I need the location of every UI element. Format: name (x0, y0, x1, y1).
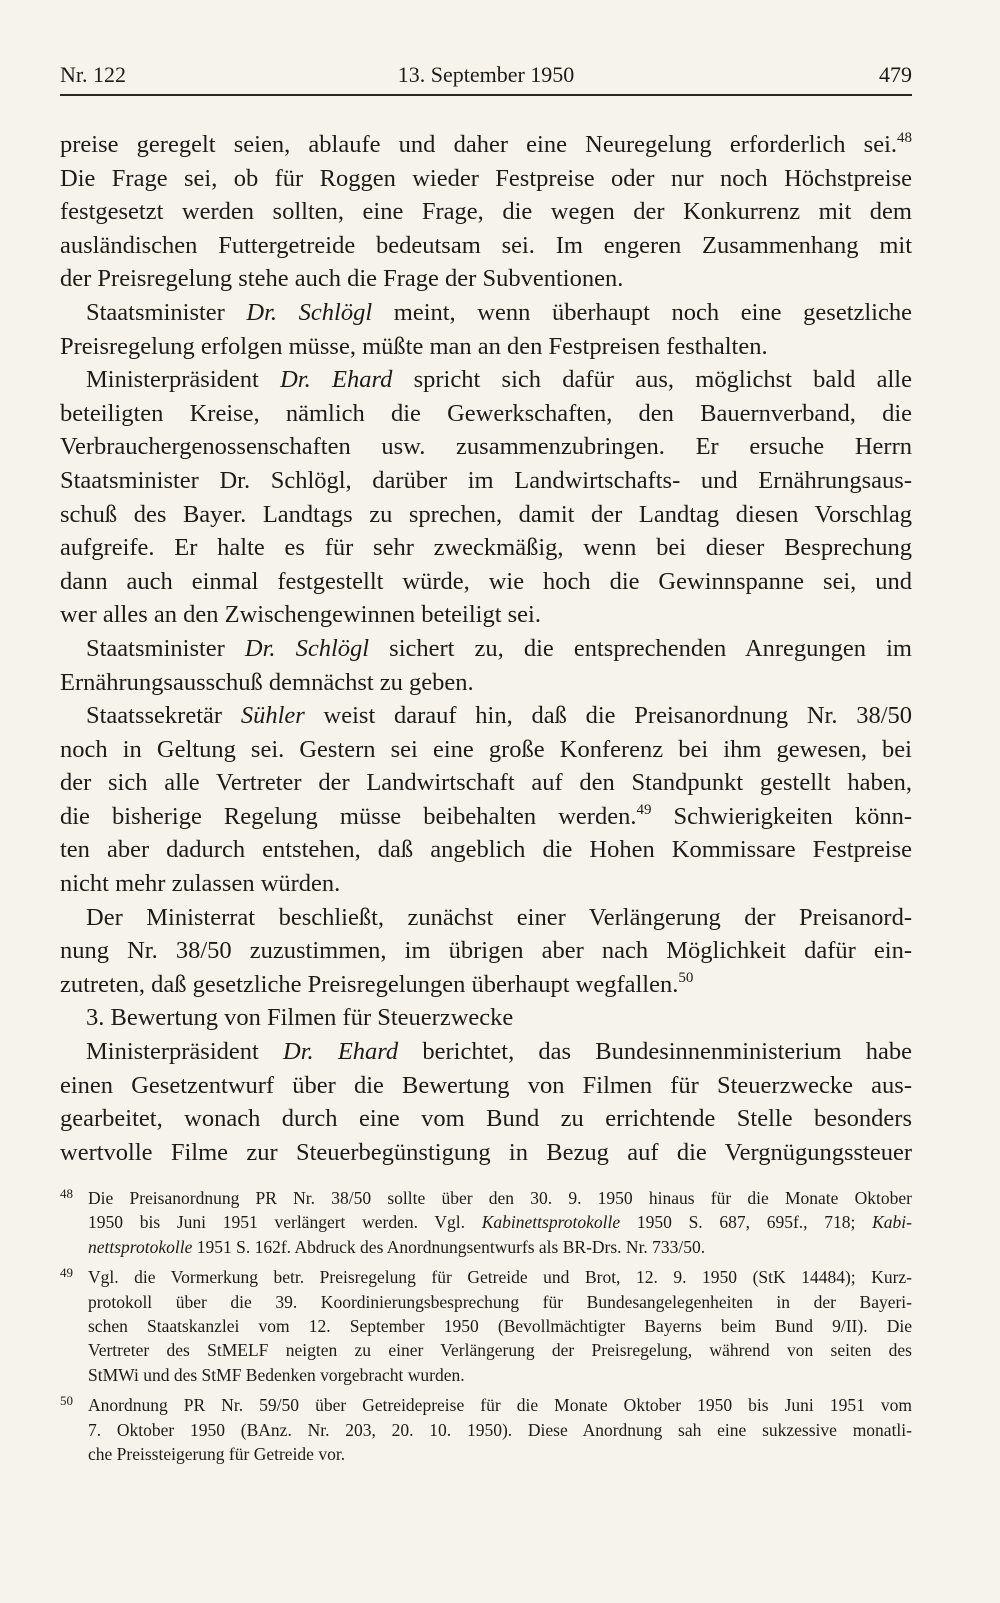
text-line: wer alles an den Zwischengewinnen beteiligt sei. (60, 601, 541, 629)
text-line: die bisherige Regelung müsse beibehalten werden.$^{49}$ Schwierigkeiten könn- (60, 801, 912, 830)
text-line: beteiligten Kreise, nämlich die Gewerkschaften, den Bauernverband, die (60, 399, 912, 427)
footnote-line: Vgl. die Vormerkung betr. Preisregelung für Getreide und Brot, 12. 9. 1950 (StK 14484); Kurz- (88, 1267, 912, 1288)
text-line: Preisregelung erfolgen müsse, müßte man an den Festpreisen festhalten. (60, 332, 768, 360)
footnote-line: che Preissteigerung für Getreide vor. (88, 1443, 346, 1464)
document-number: Nr. 122 (60, 62, 126, 87)
speaker-name: Dr. Ehard (283, 1038, 399, 1066)
header-date: 13. September 1950 (397, 62, 575, 87)
text-line: Der Ministerrat beschließt, zunächst einer Verlängerung der Preisanord- (86, 903, 912, 931)
text-line: dann auch einmal festgestellt würde, wie hoch die Gewinnspanne sei, und (60, 567, 912, 595)
footnotes (60, 1186, 912, 1472)
text-line: ten aber dadurch entstehen, daß angeblich die Hohen Kommissare Festpreise (60, 836, 912, 864)
text-line: wertvolle Filme zur Steuerbegünstigung in Bezug auf die Vergnügungssteuer (60, 1138, 912, 1166)
footnote-ref: 50 (678, 969, 694, 986)
text-line: Staatsminister Dr. Schlögl meint, wenn überhaupt noch eine gesetzliche (86, 298, 912, 326)
text-line: aufgreife. Er halte es für sehr zweckmäßig, wenn bei dieser Besprechung (60, 534, 912, 562)
main-text (60, 128, 912, 1169)
text-line: einen Gesetzentwurf über die Bewertung von Filmen für Steuerzwecke aus- (60, 1071, 912, 1099)
text-line: Staatsminister Dr. Schlögl, darüber im Landwirtschafts- und Ernährungsaus- (60, 466, 912, 494)
speaker-name: Dr. Ehard (280, 366, 393, 394)
footnote-ref: 49 (636, 801, 652, 818)
footnote (60, 1265, 912, 1387)
footnote-line: protokoll über die 39. Koordinierungsbesprechung für Bundesangelegenheiten in der Bayeri- (88, 1291, 912, 1312)
footnote-number: 49 (60, 1265, 73, 1281)
footnote-number: 50 (60, 1393, 73, 1409)
text-line: Staatssekretär Sühler weist darauf hin, daß die Preisanordnung Nr. 38/50 (86, 702, 913, 730)
text-line: Staatsminister Dr. Schlögl sichert zu, die entsprechenden Anregungen im (86, 634, 912, 662)
footnote-line: nettsprotokolle 1951 S. 162f. Abdruck des Anordnungsentwurfs als BR-Drs. Nr. 733/50. (88, 1236, 706, 1257)
text-line: preise geregelt seien, ablaufe und daher eine Neuregelung erforderlich sei.$^{48}$ (60, 130, 912, 158)
text-line: noch in Geltung sei. Gestern sei eine große Konferenz bei ihm gewesen, bei (60, 735, 912, 763)
text-line: der sich alle Vertreter der Landwirtschaft auf den Standpunkt gestellt haben, (60, 769, 912, 797)
text-line: Ministerpräsident Dr. Ehard spricht sich dafür aus, möglichst bald alle (86, 366, 912, 394)
footnote (60, 1393, 912, 1466)
text-line: zutreten, daß gesetzliche Preisregelungen überhaupt wegfallen.$^{50}$ (60, 969, 694, 998)
footnote-line: Vertreter des StMELF neigten zu einer Verlängerung der Preisregelung, während von seiten des (88, 1340, 912, 1361)
footnote-line: Anordnung PR Nr. 59/50 über Getreidepreise für die Monate Oktober 1950 bis Juni 1951 vom (88, 1395, 912, 1416)
footnote (60, 1186, 912, 1259)
footnote-line: 7. Oktober 1950 (BAnz. Nr. 203, 20. 10. 1950). Diese Anordnung sah eine sukzessive monatli- (88, 1419, 912, 1440)
footnote-line: Die Preisanordnung PR Nr. 38/50 sollte über den 30. 9. 1950 hinaus für die Monate Oktober (88, 1188, 912, 1208)
running-header (60, 60, 912, 96)
text-line: Ministerpräsident Dr. Ehard berichtet, das Bundesinnenministerium habe (86, 1038, 913, 1066)
speaker-name: Dr. Schlögl (246, 298, 373, 326)
page-number: 479 (879, 62, 912, 87)
text-line: der Preisregelung stehe auch die Frage der Subventionen. (60, 265, 624, 293)
text-line: schuß des Bayer. Landtags zu sprechen, damit der Landtag diesen Vorschlag (60, 500, 912, 528)
speaker-name: Dr. Schlögl (244, 634, 370, 662)
text-line: gearbeitet, wonach durch eine vom Bund zu errichtende Stelle besonders (60, 1105, 912, 1133)
text-line: Die Frage sei, ob für Roggen wieder Festpreise oder nur noch Höchstpreise (60, 164, 912, 192)
footnote-line: StMWi und des StMF Bedenken vorgebracht wurden. (88, 1364, 465, 1385)
footnote-number: 48 (60, 1186, 73, 1201)
text-line: nung Nr. 38/50 zuzustimmen, im übrigen aber nach Möglichkeit dafür ein- (60, 937, 912, 965)
footnote-line: 1950 bis Juni 1951 verlängert werden. Vgl. Kabinettsprotokolle 1950 S. 687, 695f., 718; Kabi- (88, 1212, 912, 1233)
text-line: Ernährungsausschuß demnächst zu geben. (60, 668, 474, 696)
section-heading: 3. Bewertung von Filmen für Steuerzwecke (86, 1004, 514, 1032)
footnote-line: schen Staatskanzlei vom 12. September 1950 (Bevollmächtigter Bayerns beim Bund 9/II). Die (88, 1315, 912, 1336)
text-line: Verbrauchergenossenschaften usw. zusammenzubringen. Er ersuche Herrn (60, 433, 912, 461)
text-line: nicht mehr zulassen würden. (60, 870, 341, 898)
speaker-name: Sühler (240, 702, 305, 730)
text-line: festgesetzt werden sollten, eine Frage, die wegen der Konkurrenz mit dem (60, 198, 912, 226)
text-line: ausländischen Futtergetreide bedeutsam sei. Im engeren Zusammenhang mit (60, 231, 912, 259)
footnote-ref: 48 (897, 130, 912, 146)
